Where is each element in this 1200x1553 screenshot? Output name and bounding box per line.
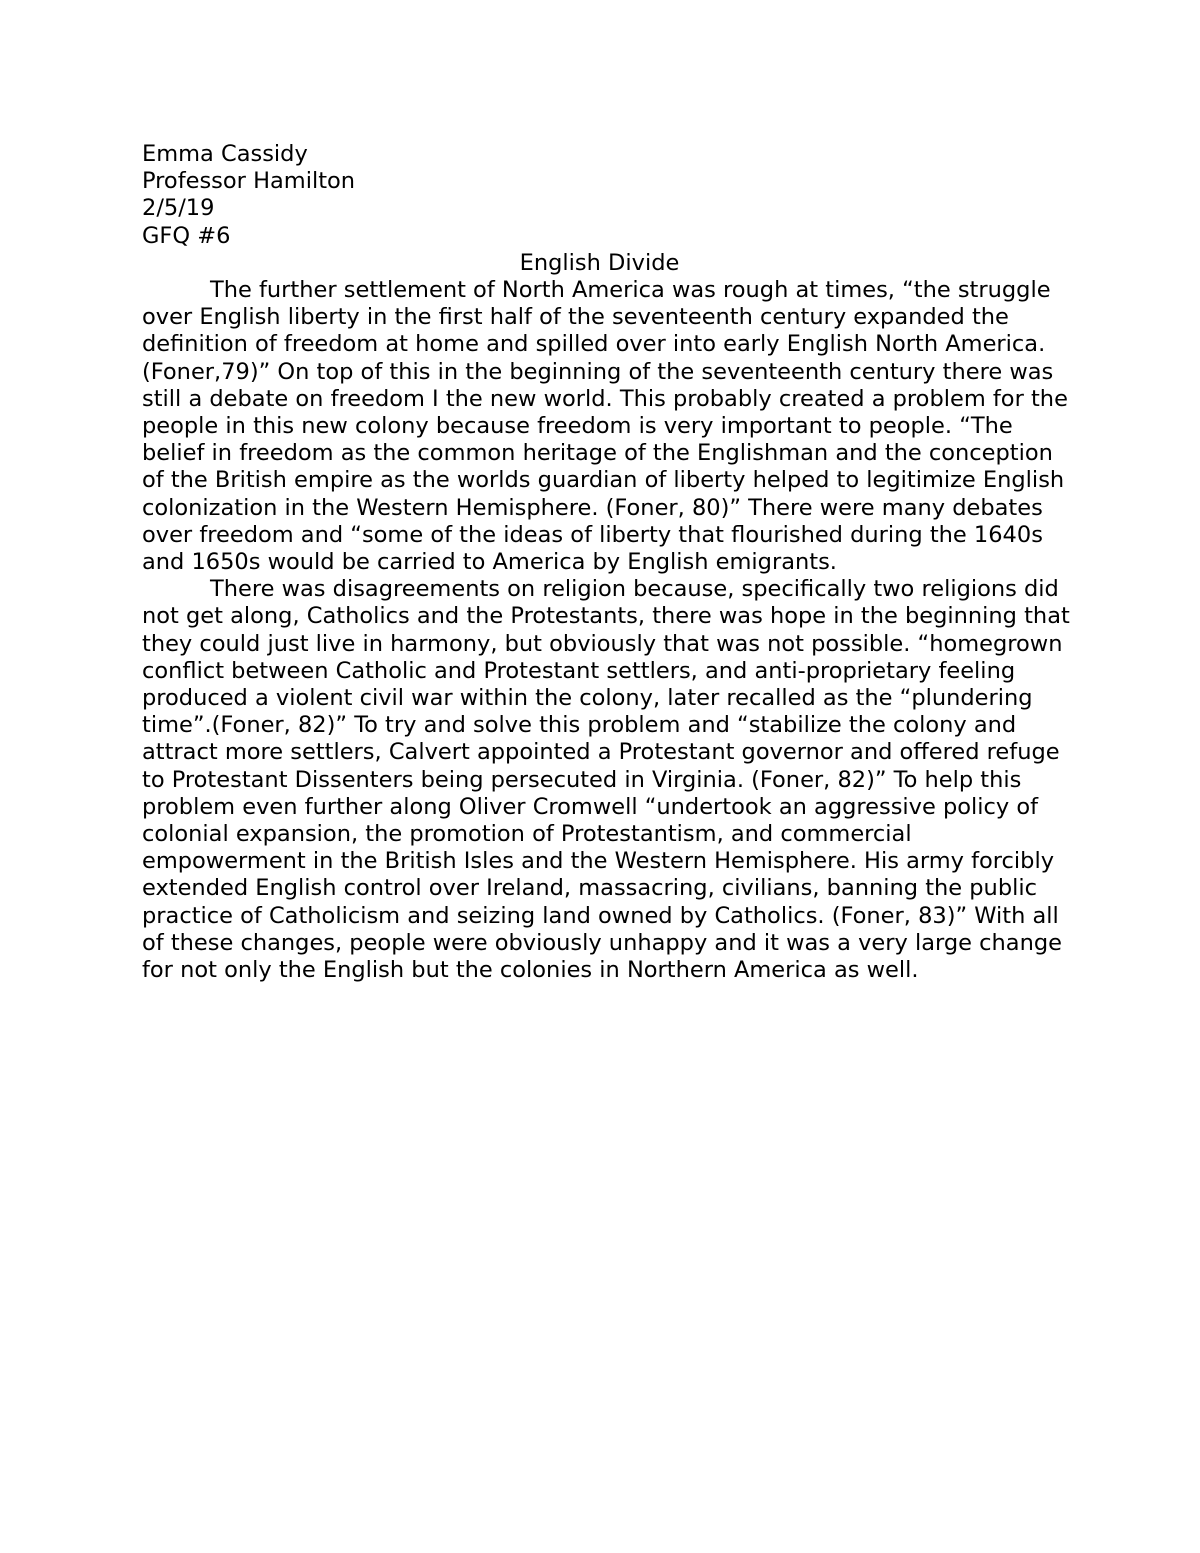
paragraph-2: There was disagreements on religion because, specifically two religions did not get along, Catholics and the Protestants, there was hope in the beginning that they could just live in harmony, but obviously that was not possible. “homegrown conflict between Catholic and Protestant settlers, and anti-proprietary feeling produced a violent civil war within the colony, later recalled as the “plundering time”.(Foner, 82)” To try and solve this problem and “stabilize the colony and attract more settlers, Calvert appointed a Protestant governor and offered refuge to Protestant Dissenters being persecuted in Virginia. (Foner, 82)” To help this problem even further along Oliver Cromwell “undertook an aggressive policy of colonial expansion, the promotion of Protestantism, and commercial empowerment in the British Isles and the Western Hemisphere. His army forcibly extended English control over Ireland, massacring, civilians, banning the public practice of Catholicism and seizing land owned by Catholics. (Foner, 83)” With all of these changes, people were obviously unhappy and it was a very large change for not only the English but the colonies in Northern America as well. (142, 576, 1070, 984)
document-date: 2/5/19 (142, 195, 215, 222)
document-body (142, 141, 1072, 984)
author-name: Emma Cassidy (142, 141, 308, 167)
assignment-label: GFQ #6 (142, 222, 231, 249)
document-title: English Divide (519, 249, 680, 276)
instructor-name: Professor Hamilton (142, 168, 356, 195)
paragraph-1: The further settlement of North America was rough at times, “the struggle over English liberty in the first half of the seventeenth century expanded the definition of freedom at home and spilled over into early English North America. (Foner,79)” On top of this in the beginning of the seventeenth century there was still a debate on freedom I the new world. This probably created a problem for the people in this new colony because freedom is very important to people. “The belief in freedom as the common heritage of the Englishman and the conception of the British empire as the worlds guardian of liberty helped to legitimize English colonization in the Western Hemisphere. (Foner, 80)” There were many debates over freedom and “some of the ideas of liberty that flourished during the 1640s and 1650s would be carried to America by English emigrants. (142, 277, 1068, 576)
